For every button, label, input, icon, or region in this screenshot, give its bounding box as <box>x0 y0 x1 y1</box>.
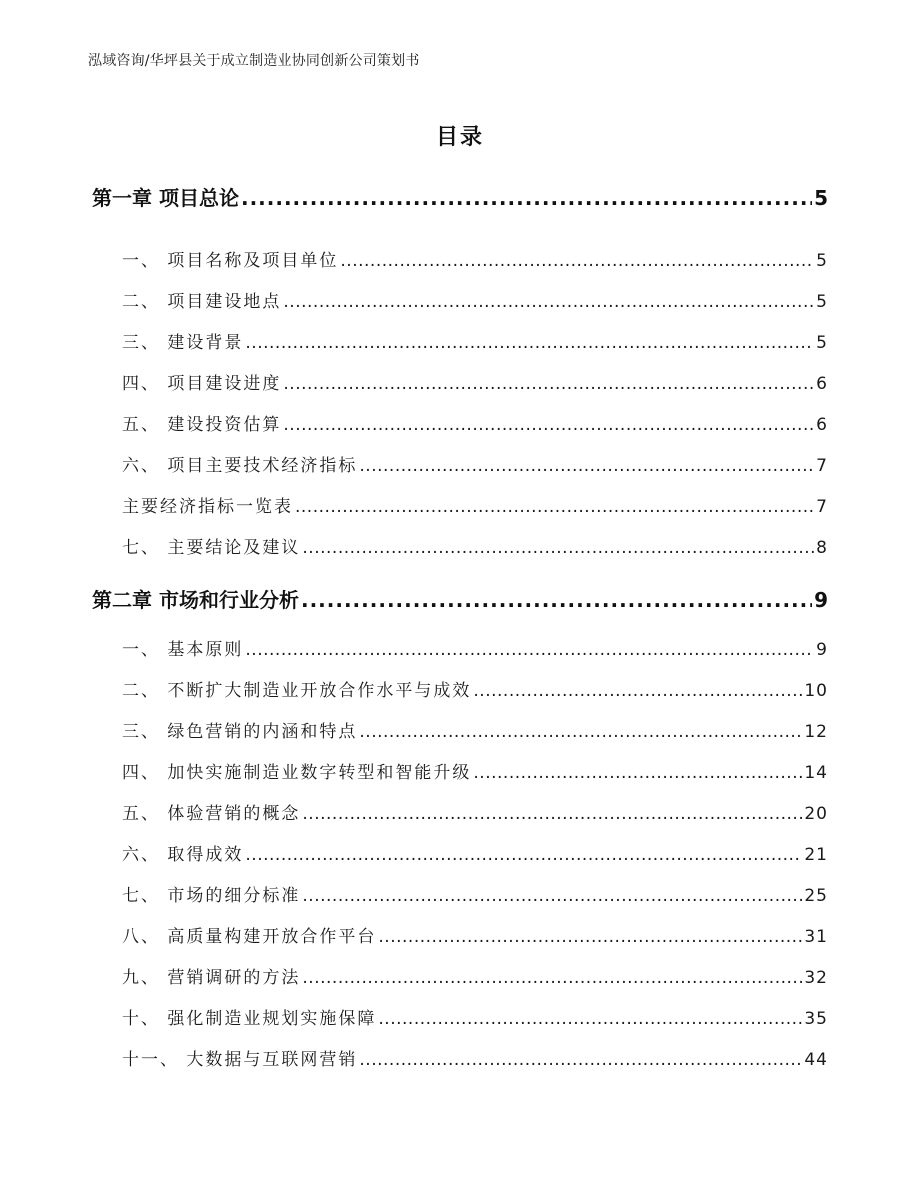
toc-section-label: 七、 主要结论及建议 <box>122 538 301 558</box>
toc-dot-leader <box>340 251 814 271</box>
running-header: 泓域咨询/华坪县关于成立制造业协同创新公司策划书 <box>88 53 420 69</box>
toc-page-number: 35 <box>804 1009 828 1029</box>
toc-page-number: 6 <box>816 415 828 435</box>
toc-section-label: 一、 项目名称及项目单位 <box>122 251 339 271</box>
toc-page-number: 20 <box>804 804 828 824</box>
toc-page-number: 7 <box>816 497 828 517</box>
toc-section-label: 六、 项目主要技术经济指标 <box>122 456 358 476</box>
toc-section-2-2[interactable] <box>122 676 828 701</box>
toc-section-2-8[interactable] <box>122 922 828 947</box>
toc-section-label: 一、 基本原则 <box>122 640 244 660</box>
toc-chapter-2[interactable] <box>92 584 828 613</box>
toc-page-number: 25 <box>804 886 828 906</box>
toc-dot-leader <box>283 415 814 435</box>
toc-section-label: 五、 体验营销的概念 <box>122 804 301 824</box>
toc-section-2-3[interactable] <box>122 717 828 742</box>
toc-section-label: 主要经济指标一览表 <box>122 497 293 517</box>
toc-dot-leader <box>378 927 802 947</box>
toc-page-number: 12 <box>804 722 828 742</box>
toc-dot-leader <box>302 538 814 558</box>
toc-dot-leader <box>241 186 812 210</box>
toc-dot-leader <box>359 456 814 476</box>
toc-section-2-9[interactable] <box>122 963 828 988</box>
toc-page-number: 5 <box>816 333 828 353</box>
toc-section-2-7[interactable] <box>122 881 828 906</box>
toc-dot-leader <box>283 292 814 312</box>
toc-section-1-6[interactable] <box>122 451 828 476</box>
toc-section-1-3[interactable] <box>122 328 828 353</box>
toc-section-label: 四、 加快实施制造业数字转型和智能升级 <box>122 763 472 783</box>
toc-dot-leader <box>302 804 802 824</box>
toc-page-number: 5 <box>816 251 828 271</box>
toc-dot-leader <box>301 588 812 612</box>
toc-section-2-1[interactable] <box>122 635 828 660</box>
toc-section-1-2[interactable] <box>122 287 828 312</box>
toc-dot-leader <box>359 722 802 742</box>
toc-section-label: 五、 建设投资估算 <box>122 415 282 435</box>
toc-page-number: 9 <box>816 640 828 660</box>
toc-section-label: 八、 高质量构建开放合作平台 <box>122 927 377 947</box>
toc-dot-leader <box>295 497 814 517</box>
toc-page-number: 5 <box>814 186 828 210</box>
toc-section-label: 二、 项目建设地点 <box>122 292 282 312</box>
toc-page-number: 14 <box>804 763 828 783</box>
toc-chapter-label: 第一章 项目总论 <box>92 186 239 210</box>
toc-section-label: 七、 市场的细分标准 <box>122 886 301 906</box>
toc-dot-leader <box>302 886 802 906</box>
toc-dot-leader <box>283 374 814 394</box>
toc-page-number: 44 <box>804 1050 828 1070</box>
toc-section-1-table[interactable] <box>122 492 828 517</box>
toc-page-number: 8 <box>816 538 828 558</box>
toc-dot-leader <box>245 845 802 865</box>
toc-page-number: 21 <box>804 845 828 865</box>
toc-dot-leader <box>473 681 802 701</box>
toc-section-label: 二、 不断扩大制造业开放合作水平与成效 <box>122 681 472 701</box>
toc-section-label: 六、 取得成效 <box>122 845 244 865</box>
toc-section-2-11[interactable] <box>122 1045 828 1070</box>
toc-section-label: 十一、 大数据与互联网营销 <box>122 1050 358 1070</box>
toc-section-1-4[interactable] <box>122 369 828 394</box>
toc-page-number: 5 <box>816 292 828 312</box>
toc-dot-leader <box>359 1050 802 1070</box>
toc-section-label: 三、 绿色营销的内涵和特点 <box>122 722 358 742</box>
toc-dot-leader <box>473 763 802 783</box>
toc-section-label: 九、 营销调研的方法 <box>122 968 301 988</box>
toc-title: 目录 <box>435 125 484 150</box>
toc-dot-leader <box>378 1009 802 1029</box>
toc-section-label: 十、 强化制造业规划实施保障 <box>122 1009 377 1029</box>
toc-dot-leader <box>245 640 814 660</box>
toc-chapter-1[interactable] <box>92 182 828 211</box>
toc-dot-leader <box>302 968 802 988</box>
toc-chapter-label: 第二章 市场和行业分析 <box>92 588 299 612</box>
toc-page-number: 10 <box>804 681 828 701</box>
toc-section-1-7[interactable] <box>122 533 828 558</box>
toc-section-label: 三、 建设背景 <box>122 333 244 353</box>
toc-section-2-10[interactable] <box>122 1004 828 1029</box>
toc-section-label: 四、 项目建设进度 <box>122 374 282 394</box>
toc-section-2-6[interactable] <box>122 840 828 865</box>
toc-page-number: 6 <box>816 374 828 394</box>
toc-section-1-5[interactable] <box>122 410 828 435</box>
toc-page-number: 31 <box>804 927 828 947</box>
toc-section-2-5[interactable] <box>122 799 828 824</box>
toc-dot-leader <box>245 333 814 353</box>
toc-page-number: 7 <box>816 456 828 476</box>
toc-section-1-1[interactable] <box>122 246 828 271</box>
toc-page-number: 9 <box>814 588 828 612</box>
toc-page-number: 32 <box>804 968 828 988</box>
toc-section-2-4[interactable] <box>122 758 828 783</box>
